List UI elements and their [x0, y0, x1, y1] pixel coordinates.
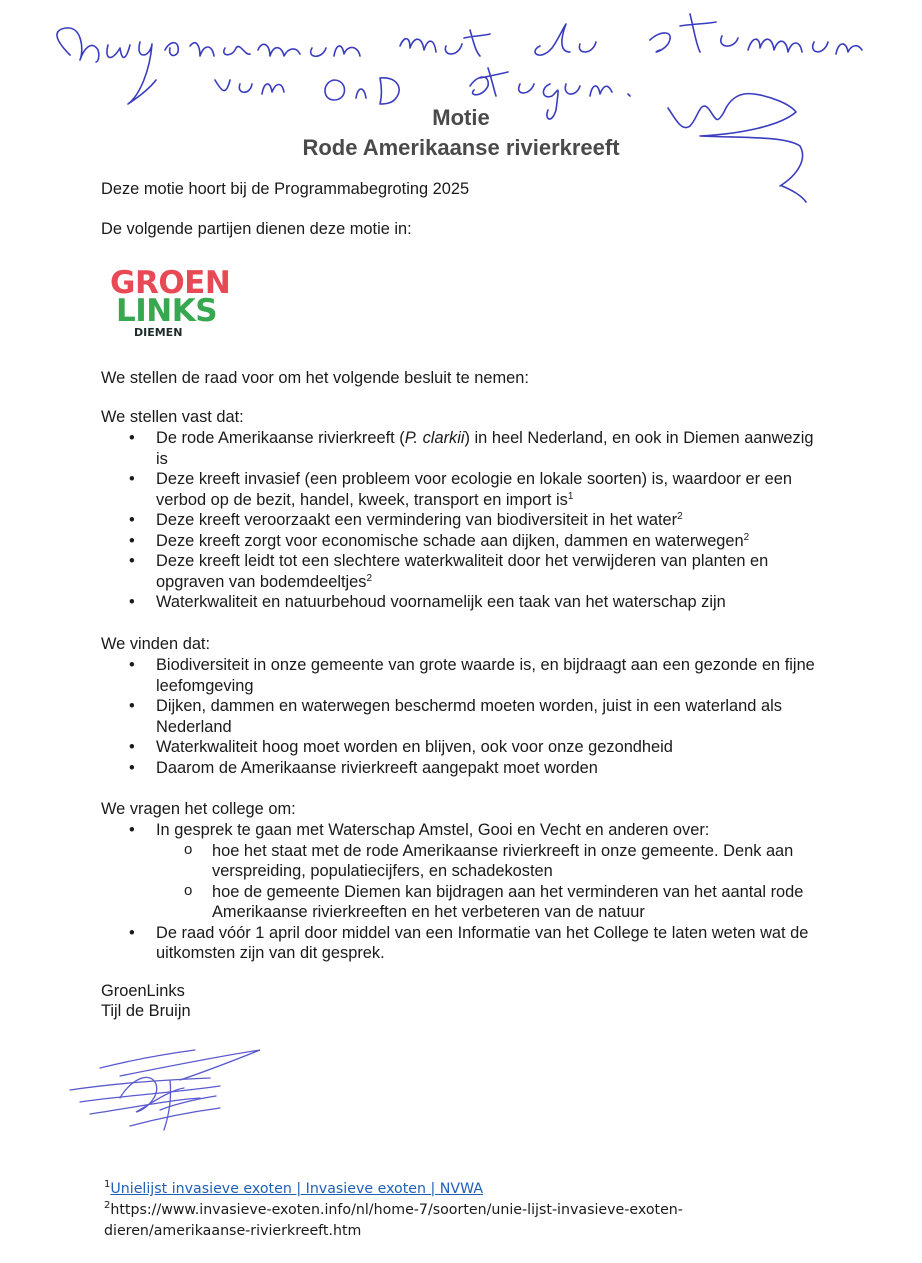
proposal-line: We stellen de raad voor om het volgende besluit te nemen:	[101, 369, 529, 387]
list-item: • De rode Amerikaanse rivierkreeft (P. clarkii) in heel Nederland, en ook in Diemen aanwezig is	[101, 428, 821, 469]
list-item: • Deze kreeft veroorzaakt een vermindering van biodiversiteit in het water$^2$	[101, 510, 821, 531]
signature-party: GroenLinks	[101, 982, 185, 1000]
list-item: • De raad vóór 1 april door middel van een Informatie van het College te laten weten wat de uitkomsten zijn van dit gesprek.	[101, 923, 821, 964]
sub-list-item: o hoe het staat met de rode Amerikaanse rivierkreeft in onze gemeente. Denk aan verspreiding, populatiecijfers, en schadekosten	[156, 841, 821, 882]
document-title	[0, 103, 922, 163]
footnote-2-continued: dieren/amerikaanse-rivierkreeft.htm	[104, 1223, 362, 1239]
budget-line: Deze motie hoort bij de Programmabegroting 2025	[101, 180, 470, 198]
list-item: • Waterkwaliteit en natuurbehoud voornamelijk een taak van het waterschap zijn	[101, 592, 821, 613]
handwritten-signature	[60, 1040, 280, 1140]
findings-list	[101, 428, 821, 613]
title-line-2: Rode Amerikaanse rivierkreeft	[302, 135, 620, 160]
list-item: • Waterkwaliteit hoog moet worden en blijven, ook voor onze gezondheid	[101, 737, 821, 758]
footnote-1: $^1$Unielijst invasieve exoten | Invasieve exoten | NVWA	[104, 1179, 484, 1197]
parties-line: De volgende partijen dienen deze motie in:	[101, 220, 412, 238]
considerations-list	[101, 655, 821, 778]
logo-word-diemen: DIEMEN	[134, 326, 183, 339]
footnote-1-link[interactable]: Unielijst invasieve exoten | Invasieve exoten | NVWA	[110, 1181, 484, 1197]
list-item: • Biodiversiteit in onze gemeente van grote waarde is, en bijdraagt aan een gezonde en fijne leefomgeving	[101, 655, 821, 696]
list-item: • Dijken, dammen en waterwegen beschermd moeten worden, juist in een waterland als Nederland	[101, 696, 821, 737]
groenlinks-logo	[110, 265, 240, 342]
signature-name: Tijl de Bruijn	[101, 1002, 191, 1020]
sub-list	[156, 841, 821, 923]
list-item: • Deze kreeft invasief (een probleem voor ecologie en lokale soorten) is, waardoor er een verbod op de bezit, handel, kweek, transport en import $is^1$	[101, 469, 821, 510]
list-item: • Deze kreeft zorgt voor economische schade aan dijken, dammen en waterwegen$^2$	[101, 531, 821, 552]
requests-heading: We vragen het college om:	[101, 800, 296, 818]
findings-heading: We stellen vast dat:	[101, 408, 244, 426]
title-line-1: Motie	[432, 105, 490, 130]
logo-word-groen: GROEN	[110, 265, 231, 301]
logo-word-links: LINKS	[116, 293, 218, 329]
footnote-2: $^2$https://www.invasieve-exoten.info/nl/home-7/soorten/unie-lijst-invasieve-exoten-	[104, 1200, 683, 1218]
considerations-heading: We vinden dat:	[101, 635, 211, 653]
list-item: • Deze kreeft leidt tot een slechtere waterkwaliteit door het verwijderen van planten en opgraven van bodemdeeltjes$^2$	[101, 551, 821, 592]
list-item: • In gesprek te gaan met Waterschap Amstel, Gooi en Vecht en anderen over: o hoe het staat met de rode Amerikaanse rivierkreeft in onze gemeente. Denk aan verspreiding, populatiecijfers, en schadekosten o hoe de gemeente Diemen kan bijdragen aan het verminderen van het aantal rode Amerikaanse rivierkreeften en het verbeteren van de natuur	[101, 820, 821, 923]
requests-list	[101, 820, 821, 964]
list-item: • Daarom de Amerikaanse rivierkreeft aangepakt moet worden	[101, 758, 821, 779]
sub-list-item: o hoe de gemeente Diemen kan bijdragen aan het verminderen van het aantal rode Amerikaanse rivierkreeften en het verbeteren van de natuur	[156, 882, 821, 923]
